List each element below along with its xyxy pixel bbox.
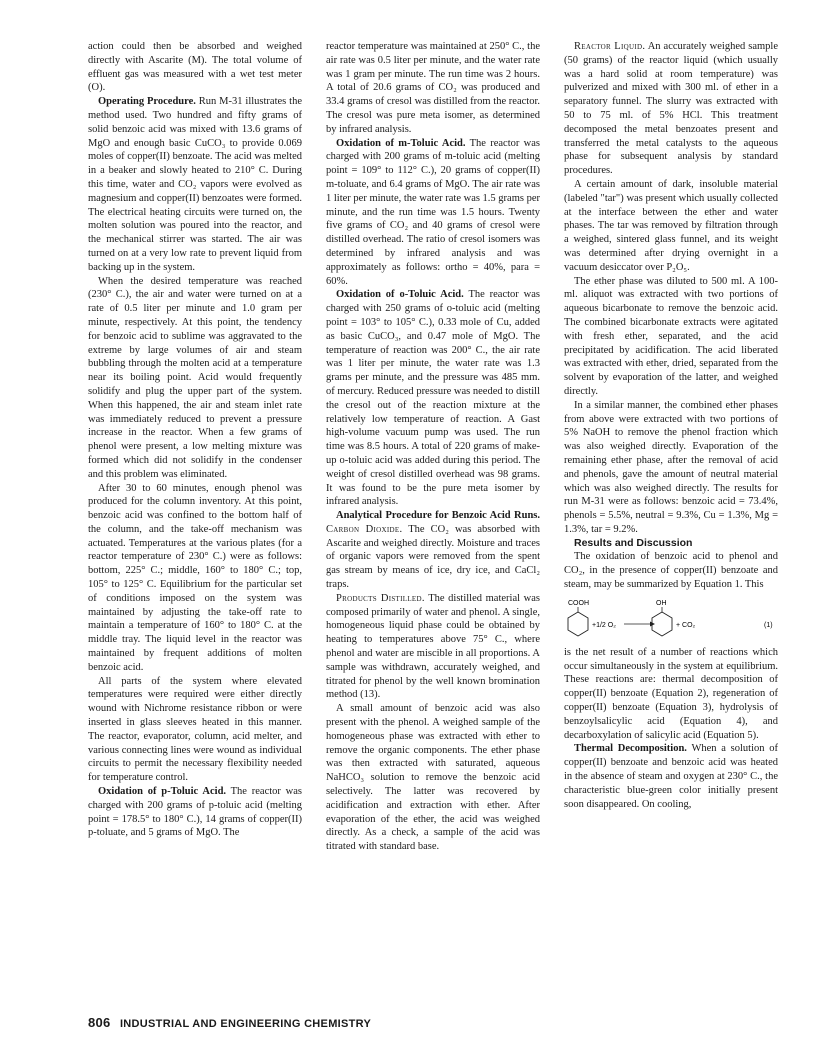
section-title: Results and Discussion [574,536,693,549]
paragraph: The ether phase was diluted to 500 ml. A 100-ml. aliquot was extracted with two portions of aqueous bicarbonate to remove the benzoic acid. The combined bicarbonate extracts were agitated with fresh ether, separated, and the acid precipitated by acidification. The acid liberated was extracted with ether, dried, separated from the solvent by evaporation of the latter, and weighed directly. [564,275,778,397]
column-1 [88,40,302,840]
paragraph-text: An accurately weighed sample (50 grams) of the reactor liquid (which usually was a hard solid at room temperature) was pulverized and mixed with 300 ml. of ether in a separatory funnel. The slurry was extracted with 50 to 75 ml. of 5% HCl. This treatment decomposed the metal benzoates present and transferred the metal catalysts to the aqueous phase for subsequent analysis by standard procedures. [564,41,779,177]
paragraph [564,742,778,811]
run-in-heading: Analytical Procedure for Benzoic Acid Runs. [336,510,540,522]
paragraph [326,137,540,289]
run-in-heading: Oxidation of o-Toluic Acid. [336,289,464,301]
paragraph: After 30 to 60 minutes, enough phenol was produced for the column inventory. At this point, benzoic acid was confined to the bottom half of the column, and the take-off mechanism was actuated. Temperatures at the various plates (for a reactor temperature of 230° C.) were as follows: bottom, 225° C.; middle, 160° to 180° C.; top, 105° to 125° C. Equilibrium for the particular set of conditions imposed on the system was maintained by adjusting the take-off rate to maintain a temperature of 160° to 180° C. at the middle tray. The liquid level in the reactor was maintained by frequent additions of molten benzoic acid. [88,482,302,673]
paragraph-text: Run M-31 illustrates the method used. Two hundred and fifty grams of solid benzoic acid was mixed with 13.6 grams of MgO and enough basic CuCO₃ to provide 0.069 moles of copper(II) benzoate. The acid was melted in a beaker and slowly heated to 210° C. During this time, water and CO₂ vapors were evolved as magnesium and copper(II) benzoates were formed. The electrical heating circuits were turned on, the molten solution was poured into the reactor, and the mechanical stirrer was started. The air was turned on at a very low rate to prevent liquid from backing up in the system. [88,96,302,273]
paragraph: A certain amount of dark, insoluble material (labeled "tar") was present which usually collected at the interface between the ether and water phases. The tar was removed by filtration through a weighed, sintered glass funnel, and its weight was determined after drying overnight in a vacuum desiccator over P₂O₅. [564,178,778,273]
column-3 [564,40,778,811]
run-in-heading: Operating Procedure. [98,96,196,108]
paragraph [326,509,540,592]
paragraph: action could then be absorbed and weighed directly with Ascarite (M). The total volume of effluent gas was measured with a wet test meter (O). [88,41,302,94]
paragraph [326,592,540,702]
run-in-heading: Oxidation of p-Toluic Acid. [98,786,227,798]
small-caps-heading: Carbon Dioxide. [326,523,403,535]
oh-label: OH [656,599,667,607]
run-in-heading: Oxidation of m-Toluic Acid. [336,137,466,149]
equation-diagram [564,598,778,638]
paragraph: All parts of the system where elevated temperatures were required were either directly wound with Nichrome resistance ribbon or were inserted in glass sleeves heated in this manner. The reactor, evaporator, column, acid melter, and various connecting lines were wound as individual circuits to permit the necessary flexibility needed for temperature control. [88,675,302,784]
small-caps-heading: Products Distilled. [336,592,425,604]
cooh-label: COOH [568,599,589,607]
equation-number: (1) [764,621,773,629]
run-in-heading: Thermal Decomposition. [574,743,687,755]
paragraph: When the desired temperature was reached (230° C.), the air and water were turned on at a rate of 0.5 liter per minute and 1.0 gram per minute, respectively. At this point, the tendency for benzoic acid to sublime was aggravated to the extreme by large volumes of air and steam bubbling through the molten acid at a temperature near its boiling point. Acid would frequently solidify and plug the upper part of the system. When this happened, the air and steam inlet rate was immediately reduced to prevent a pressure increase in the reactor. When a few grams of phenol were present, a low melting mixture was formed which did not solidify in the condenser and this problem was eliminated. [88,275,302,480]
paragraph [88,95,302,274]
paragraph [326,288,540,509]
page-number: 806 [88,1015,111,1030]
paragraph [88,785,302,840]
paragraph-text: The reactor was charged with 200 grams of m-toluic acid (melting point = 109° to 112° C.), 20 grams of copper(II) m-toluate, and 6.4 grams of MgO. The air rate was 1 liter per minute, the water rate was 1.5 grams per minute, and the run time was 1.5 hours. Twenty five grams of CO₂ and 40 grams of cresol were distilled overhead. The ratio of cresol isomers was determined by infrared analysis and was approximately as follows: ortho = 40%, para = 60%. [326,137,541,287]
small-caps-heading: Reactor Liquid. [574,41,646,52]
co2-term: + CO₂ [676,621,696,629]
paragraph-text: The reactor was charged with 250 grams of o-toluic acid (melting point = 103° to 105° C.), 0.33 mole of Cu, added as basic CuCO₃, and 0.47 mole of MgO. The temperature of reaction was 200° C., the air rate was 1 liter per minute, the water rate was 1.3 grams per minute, and the pressure was 485 mm. of mercury. Reduced pressure was needed to distill the cresol out of the reaction mixture at the relatively low temperature of reaction. A Gast high-volume vacuum pump was used. The run time was 8.5 hours. A total of 220 grams of make-up o-toluic acid was added during this period. The weight of cresol distilled overhead was 98 grams. It was found to be the pure meta isomer by infrared analysis. [326,289,541,508]
journal-name: INDUSTRIAL AND ENGINEERING CHEMISTRY [119,1018,372,1030]
oxygen-term: +1/2 O₂ [592,621,616,629]
arrow-head-icon [650,621,655,626]
paragraph [564,40,778,178]
paragraph-text: The CO₂ was absorbed with Ascarite and weighed directly. Moisture and traces of organic vapors were removed from the spent gas stream by means of ice, dry ice, and CaCl₂ traps. [326,523,540,591]
paragraph: In a similar manner, the combined ether phases from above were extracted with two portions of 5% NaOH to remove the phenol fraction which was also weighed directly. Evaporation of the remaining ether phase, after the removal of acid and phenols, gave the amount of neutral material which was also weighed directly. The results for run M-31 were as follows: benzoic acid = 73.4%, phenols = 5.5%, neutral = 9.3%, Cu = 1.3%, Mg = 1.3%, tar = 9.2%. [564,399,778,535]
paragraph: reactor temperature was maintained at 250° C., the air rate was 0.5 liter per minute, and the water rate was 1 gram per minute. The run time was 2 hours. A total of 20.6 grams of CO₂ was produced and 33.4 grams of cresol was distilled from the reactor. The cresol was pure meta isomer, as determined by infrared analysis. [326,41,540,135]
equation-1 [564,598,778,638]
paragraph: is the net result of a number of reactions which occur simultaneously in the system at equilibrium. These reactions are: thermal decomposition of copper(II) benzoate (Equation 2), regeneration of copper(II) benzoate (Equation 3), hydrolysis of benzoylsalicylic acid (Equation 4), and decarboxylation of salicylic acid (Equation 5). [564,646,778,741]
paragraph: The oxidation of benzoic acid to phenol and CO₂, in the presence of copper(II) benzoate and steam, may be summarized by Equation 1. This [564,551,778,591]
page-footer [88,1015,371,1030]
column-2 [326,40,540,854]
paragraph-text: The reactor was charged with 200 grams of p-toluic acid (melting point = 178.5° to 180° C.), 14 grams of copper(II) p-toluate, and 5 grams of MgO. The [88,786,303,839]
benzene-ring-icon [568,612,588,636]
paragraph-text: When a solution of copper(II) benzoate and benzoic acid was heated in the absence of steam and oxygen at 230° C., the characteristic blue-green color initially present soon disappeared. On cooling, [564,743,778,810]
paragraph-text: The distilled material was composed primarily of water and phenol. A single, homogeneous liquid phase could be obtained by heating to temperatures above 75° C., where phenol and water are miscible in all proportions. A sample was withdrawn, accurately weighed, and titrated for phenol by the well known bromination method (13). [326,592,540,701]
paragraph: A small amount of benzoic acid was also present with the phenol. A weighed sample of the homogeneous phase was extracted with ether to remove the organic components. The ether phase was then extracted with saturated, aqueous NaHCO₃ solution to remove the benzoic acid selectively. The latter was recovered by acidification and extraction with ether. After evaporation of the ether, the acid was weighed directly. As a check, a sample of the acid was titrated with standard base. [326,703,540,853]
